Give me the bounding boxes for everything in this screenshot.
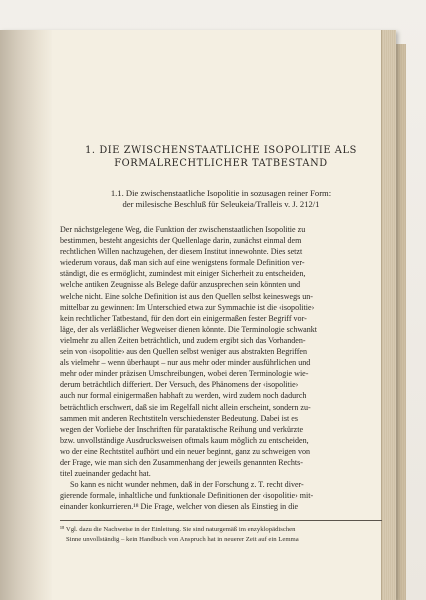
text-line: mittelbar zu gewinnen: Im Unterschied etwa zur Symmachie ist die ‹isopolitie› xyxy=(60,302,315,312)
chapter-heading-line: FORMALRECHTLICHER TATBESTAND xyxy=(114,158,328,169)
book-page xyxy=(0,30,396,600)
text-line: vielmehr zu allen Zeiten beträchtlich, und zudem ergibt sich das Vorhanden- xyxy=(60,335,306,345)
text-line: mehr oder minder präzisen Umschreibungen, wobei deren Terminologie wie- xyxy=(60,369,309,379)
text-line: wegen der Vorliebe der Inschriften für parataktische Reihung und verkürzte xyxy=(60,424,304,434)
text-line: als vielmehr – wenn überhaupt – nur aus mehr oder minder ausführlichen und xyxy=(60,358,311,368)
text-line: beträchtlich erschwert, daß sie im Regelfall nicht allein erscheint, sondern zu- xyxy=(60,402,311,412)
text-line: wo der eine Rechtstitel aufhört und ein neuer beginnt, ganz zu schweigen von xyxy=(60,446,311,456)
section-heading-line: 1.1. Die zwischenstaatliche Isopolitie in sozusagen reiner Form: xyxy=(110,188,332,198)
text-line: Sinne unvollständig – kein Handbuch von Anspruch hat in neuerer Zeit auf ein Lemma xyxy=(66,536,299,544)
book-gutter xyxy=(0,30,52,600)
book-page-edges xyxy=(396,44,406,600)
text-line: rechtlichen Willen nachzugehen, der diesem Institut innewohnte. Dies setzt xyxy=(60,247,303,257)
chapter-heading xyxy=(60,144,382,170)
text-line: So kann es nicht wunder nehmen, daß in der Forschung z. T. recht diver- xyxy=(70,480,304,490)
section-heading xyxy=(60,188,382,210)
text-line: sammen mit anderen Rechtstiteln verschiedenster Bedeutung. Dabei ist es xyxy=(60,413,298,423)
chapter-heading-line: 1. DIE ZWISCHENSTAATLICHE ISOPOLITIE ALS xyxy=(85,145,357,156)
body-paragraph xyxy=(60,224,382,479)
text-line: bestimmen, besteht angesichts der Quellenlage darin, zunächst einmal dem xyxy=(60,236,302,246)
text-line: gierende formale, inhaltliche und funktionale Definitionen der ‹isopolitie› mit- xyxy=(60,491,314,501)
page-edge xyxy=(381,30,396,600)
text-line: ¹⁸ Vgl. dazu die Nachweise in der Einleitung. Sie sind naturgemäß im enzyklopädischen xyxy=(60,526,296,534)
footnote xyxy=(60,525,382,544)
text-line: Der nächstgelegene Weg, die Funktion der zwischenstaatlichen Isopolitie zu xyxy=(60,225,306,234)
text-line: wiederum voraus, daß man sich auf eine wenigstens formale Definition ver- xyxy=(60,258,305,268)
text-line: titel zueinander gedacht hat. xyxy=(60,469,151,479)
text-line: einander konkurrieren.¹⁸ Die Frage, welcher von diesen als Einstieg in die xyxy=(60,502,299,512)
text-line: der Frage, wie man sich den Zusammenhang der jeweils genannten Rechts- xyxy=(60,457,303,467)
text-line: kein rechtlicher Tatbestand, für den dort ein einigermaßen fester Begriff vor- xyxy=(60,313,307,323)
text-line: läge, der als verläßlicher Wegweiser dienen könnte. Die Terminologie schwankt xyxy=(60,324,318,334)
footnote-divider xyxy=(60,520,382,521)
text-line: derum beträchtlich differiert. Der Versuch, des Phänomens der ‹isopolitie› xyxy=(60,380,299,390)
section-heading-line: der milesische Beschluß für Seleukeia/Tralleis v. J. 212/1 xyxy=(122,199,320,209)
body-paragraph xyxy=(60,479,382,512)
text-line: ständigt, die es ermöglicht, zumindest mit einiger Sicherheit zu entscheiden, xyxy=(60,269,306,279)
text-line: auch nur formal einigermaßen habhaft zu werden, wird zudem noch dadurch xyxy=(60,391,307,401)
page-text-block xyxy=(60,92,382,545)
text-line: welche antiken Zeugnisse als Belege dafür anzusprechen sein könnten und xyxy=(60,280,301,290)
text-line: sein von ‹isopolitie› aus den Quellen selbst weniger aus abstrakten Begriffen xyxy=(60,347,308,357)
text-line: welche nicht. Eine solche Definition ist aus den Quellen selbst keineswegs un- xyxy=(60,291,313,301)
text-line: bzw. unvollständige Ausdrucksweisen oftmals kaum möglich zu entscheiden, xyxy=(60,435,309,445)
